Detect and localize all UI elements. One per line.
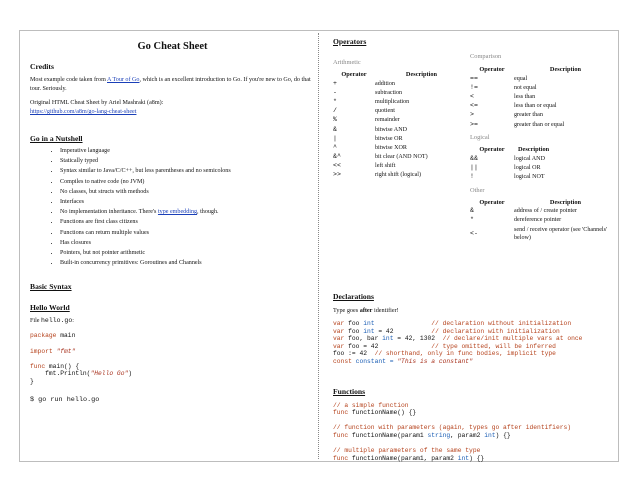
code-line	[333, 350, 556, 357]
table-row	[470, 163, 617, 172]
code-comment: // function with parameters (again, types go after identifiers)	[333, 424, 572, 432]
description-cell: dereference pointer	[514, 217, 562, 224]
col-header-operator: Operator	[479, 66, 505, 73]
hello-string: "Hello Go"	[90, 370, 129, 378]
col-header-description: Description	[549, 66, 582, 73]
description-cell: bit clear (AND NOT)	[375, 154, 428, 161]
table-row	[470, 120, 617, 129]
col-header-description: Description	[518, 146, 550, 154]
description-cell: greater than	[514, 112, 543, 119]
description-cell: equal	[514, 75, 528, 82]
logical-table	[470, 145, 617, 182]
operator-cell: |	[333, 134, 337, 142]
file-label-text: File	[30, 318, 42, 325]
list-item: • Imperative language	[60, 146, 315, 156]
type-int: int	[363, 320, 375, 327]
code-line	[333, 343, 556, 350]
page-title: Go Cheat Sheet	[137, 41, 208, 52]
type-string: string	[427, 431, 451, 439]
code-line	[333, 328, 560, 335]
code-text: = 42, 1302	[393, 335, 436, 343]
list-item: • Functions can return multiple values	[60, 228, 315, 238]
function-signature: functionName(param1, param2	[348, 454, 458, 462]
description-cell: addition	[375, 80, 395, 87]
arithmetic-rows	[333, 79, 468, 180]
table-row	[470, 207, 617, 216]
nutshell-heading: Go in a Nutshell	[30, 134, 83, 143]
type-embedding-link[interactable]: type embedding	[157, 209, 198, 216]
description-cell: address of / create pointer	[514, 208, 577, 215]
list-item: • Compiles to native code (no JVM)	[60, 177, 315, 187]
tour-of-go-link[interactable]: A Tour of Go	[107, 77, 140, 83]
arithmetic-section	[333, 59, 468, 180]
code-padding	[378, 343, 431, 350]
description-cell: bitwise AND	[375, 126, 407, 133]
var-keyword: var	[333, 342, 345, 350]
table-row	[333, 79, 468, 88]
function-signature: functionName(param1	[348, 431, 428, 439]
operators-block	[333, 46, 617, 271]
code-comment: // declaration with initialization	[431, 327, 560, 335]
println-call: fmt.Println(	[30, 370, 91, 378]
operator-cell: %	[333, 116, 337, 124]
operator-cell: !	[470, 173, 474, 181]
operator-cell: &	[333, 125, 337, 133]
const-string: "This is a constant"	[397, 357, 473, 365]
table-row	[470, 111, 617, 120]
code-line	[333, 320, 571, 327]
description-cell: subtraction	[375, 89, 403, 96]
code-text: = 42	[374, 327, 394, 335]
credits-line1-pre: Most example code taken from	[30, 77, 107, 83]
table-row	[333, 97, 468, 106]
table-row	[333, 171, 468, 180]
description-cell: logical AND	[514, 155, 545, 162]
left-column	[30, 40, 315, 404]
code-comment: // shorthand, only in func bodies, implicit type	[374, 350, 556, 358]
function-signature: functionName() {}	[348, 409, 417, 417]
description-cell: send / receive operator (see 'Channels' below)	[514, 226, 608, 241]
other-subheading: Other	[470, 186, 485, 194]
col-header-operator: Operator	[341, 71, 367, 78]
function-signature: , param2	[450, 431, 485, 439]
logical-subheading: Logical	[470, 134, 490, 142]
functions-code	[333, 402, 617, 463]
code-comment: // type omitted, will be inferred	[431, 342, 556, 350]
description-cell: remainder	[375, 117, 400, 124]
code-line	[333, 335, 582, 342]
credits-author	[30, 99, 315, 117]
main-signature: main() {	[45, 362, 80, 370]
comparison-rows	[470, 74, 617, 129]
run-command: $ go run hello.go	[30, 395, 100, 404]
tagline-post: identifier!	[372, 307, 399, 314]
nutshell-list	[30, 146, 315, 268]
table-row	[470, 83, 617, 92]
var-keyword: var	[333, 327, 345, 335]
list-item	[60, 207, 315, 217]
operator-cell: /	[333, 107, 337, 115]
table-row	[470, 173, 617, 182]
declarations-code	[333, 320, 617, 366]
operator-cell: <=	[470, 102, 478, 110]
file-label	[30, 316, 315, 326]
operator-cell: <<	[333, 162, 341, 170]
comparison-table	[470, 65, 617, 129]
var-keyword: var	[333, 320, 345, 327]
operators-heading: Operators	[333, 37, 367, 46]
list-item: • Has closures	[60, 238, 315, 248]
type-int: int	[382, 335, 394, 343]
basic-syntax-heading: Basic Syntax	[30, 282, 72, 292]
operator-cell: &	[470, 207, 474, 215]
code-comment: // declaration without initialization	[431, 320, 572, 327]
hello-world-code	[30, 332, 315, 385]
col-header-description: Description	[405, 71, 438, 78]
code-text: foo	[344, 327, 364, 335]
table-row	[333, 134, 468, 143]
function-signature: ) {}	[495, 431, 511, 439]
description-cell: bitwise OR	[375, 135, 403, 142]
credits-text	[30, 76, 315, 94]
logical-rows	[470, 154, 617, 182]
code-padding	[375, 320, 432, 327]
operator-cell: ==	[470, 74, 478, 82]
table-row	[470, 154, 617, 163]
description-cell: not equal	[514, 84, 537, 91]
code-padding	[435, 335, 443, 342]
cheat-sheet-page	[19, 30, 619, 462]
code-padding	[394, 328, 432, 335]
code-text: foo = 42	[344, 342, 379, 350]
comparison-subheading: Comparison	[470, 53, 502, 60]
func-keyword: func	[333, 454, 349, 462]
list-item: • Functions are first class citizens	[60, 217, 315, 227]
tagline-pre: Type goes	[333, 307, 360, 314]
arithmetic-table	[333, 70, 468, 180]
col-header-operator: Operator	[479, 146, 505, 154]
code-padding	[367, 350, 375, 357]
table-row	[333, 107, 468, 116]
operator-cell: >	[470, 111, 474, 119]
credits-line2: Original HTML Cheat Sheet by Ariel Mashraki (a8m):	[30, 100, 164, 106]
description-cell: quotient	[375, 108, 395, 115]
col-header-description: Description	[549, 198, 582, 206]
table-row	[470, 225, 617, 242]
package-keyword: package	[30, 332, 57, 340]
code-line	[333, 358, 473, 365]
description-cell: right shift (logical)	[375, 172, 422, 179]
operator-cell: +	[333, 79, 337, 87]
code-text: foo := 42	[333, 350, 368, 358]
operator-cell: >=	[470, 120, 478, 128]
operator-cell: ||	[470, 163, 478, 171]
type-int: int	[484, 431, 496, 439]
table-row	[333, 125, 468, 134]
function-signature: ) {}	[469, 454, 485, 462]
type-int: int	[363, 327, 375, 335]
code-comment: // multiple parameters of the same type	[333, 447, 481, 455]
col-header-operator: Operator	[479, 198, 505, 206]
declarations-tagline	[333, 307, 617, 314]
description-cell: left shift	[375, 163, 396, 170]
code-text: foo	[344, 320, 364, 327]
file-name: hello.go	[41, 317, 73, 325]
operator-cell: &&	[470, 154, 478, 162]
description-cell: multiplication	[375, 98, 410, 105]
operator-cell: -	[333, 88, 337, 96]
other-rows	[470, 207, 617, 243]
column-divider	[318, 33, 319, 459]
table-row	[333, 153, 468, 162]
code-comment: // a simple function	[333, 401, 409, 409]
description-cell: logical NOT	[514, 174, 545, 181]
operator-cell: >>	[333, 171, 341, 179]
operator-cell: <	[470, 92, 474, 100]
code-comment: // declare/init multiple vars at once	[442, 335, 583, 343]
table-row	[470, 102, 617, 111]
functions-heading: Functions	[333, 386, 366, 396]
file-colon: :	[72, 318, 74, 325]
github-cheat-sheet-link[interactable]: https://github.com/a8m/go-lang-cheat-sheet	[30, 109, 137, 115]
list-item: • Syntax similar to Java/C/C++, but less parentheses and no semicolons	[60, 166, 315, 176]
list-item: • Statically typed	[60, 156, 315, 166]
const-keyword: const	[333, 357, 352, 365]
import-path: "fmt"	[52, 347, 76, 355]
list-item: • No classes, but structs with methods	[60, 187, 315, 197]
embedding-post-text: , though.	[197, 209, 219, 216]
declarations-heading: Declarations	[333, 292, 374, 301]
table-row	[333, 162, 468, 171]
description-cell: bitwise XOR	[375, 144, 407, 151]
code-text: foo, bar	[344, 335, 383, 343]
code-text: constant =	[351, 357, 398, 365]
package-name: main	[56, 332, 76, 340]
description-cell: less than	[514, 93, 536, 100]
table-row	[333, 143, 468, 152]
table-row	[333, 116, 468, 125]
description-cell: logical OR	[514, 164, 541, 171]
right-column	[333, 37, 617, 462]
func-keyword: func	[333, 431, 349, 439]
list-item: • Built-in concurrency primitives: Goroutines and Channels	[60, 258, 315, 268]
operator-cell: <-	[470, 229, 478, 237]
credits-heading: Credits	[30, 62, 54, 71]
other-table	[470, 198, 617, 243]
import-keyword: import	[30, 347, 53, 355]
operator-cell: ^	[333, 143, 337, 151]
func-keyword: func	[30, 362, 46, 370]
description-cell: greater than or equal	[514, 121, 565, 128]
arithmetic-subheading: Arithmetic	[333, 59, 361, 66]
operator-cell: *	[333, 97, 337, 105]
list-item: • Pointers, but not pointer arithmetic	[60, 248, 315, 258]
type-int: int	[457, 454, 470, 462]
comparison-section	[470, 53, 617, 242]
var-keyword: var	[333, 335, 345, 343]
tagline-bold: after	[359, 307, 373, 314]
credits-line1-post: , which is an excellent introduction to Go. If you're new to Go, do that tour. Seriously.	[30, 77, 311, 92]
hello-world-heading: Hello World	[30, 303, 70, 313]
list-item: • Interfaces	[60, 197, 315, 207]
operator-cell: *	[470, 216, 474, 224]
table-row	[470, 92, 617, 101]
func-keyword: func	[333, 409, 349, 417]
table-row	[470, 216, 617, 225]
println-close: )	[128, 370, 133, 378]
operator-cell: !=	[470, 83, 478, 91]
description-cell: less than or equal	[514, 103, 557, 110]
closing-brace: }	[30, 378, 34, 385]
operator-cell: &^	[333, 153, 341, 161]
table-row	[470, 74, 617, 83]
inheritance-text: No implementation inheritance. There's	[60, 209, 158, 216]
table-row	[333, 88, 468, 97]
